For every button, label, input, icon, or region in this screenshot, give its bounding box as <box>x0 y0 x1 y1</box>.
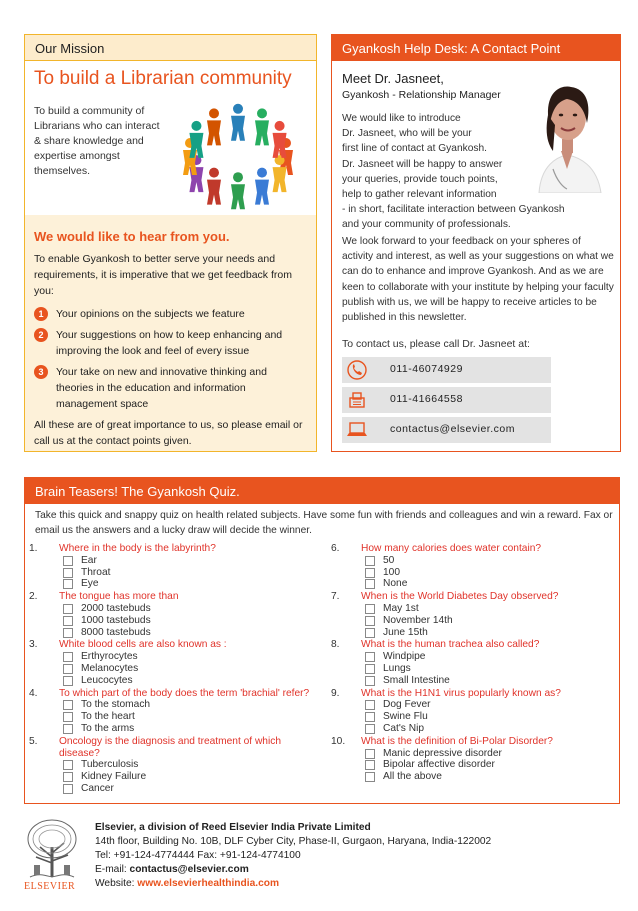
quiz-question-text <box>331 736 621 748</box>
quiz-option-label: Small Intestine <box>383 674 450 686</box>
quiz-question-text <box>331 591 621 603</box>
quiz-option-checkbox[interactable] <box>63 568 73 578</box>
quiz-question-number: 4. <box>29 687 38 699</box>
quiz-question-number: 6. <box>331 543 340 554</box>
footer <box>24 815 620 895</box>
quiz-option-checkbox[interactable] <box>365 568 375 578</box>
email-label: E-mail: <box>95 864 130 875</box>
quiz-option[interactable] <box>331 711 621 723</box>
quiz-question <box>29 543 319 590</box>
feedback-title: We would like to hear from you. <box>34 229 230 244</box>
quiz-option-checkbox[interactable] <box>63 784 73 794</box>
feedback-item-text: Your suggestions on how to keep enhancing and improving the look and feel of every issue <box>56 329 283 357</box>
figure-head <box>233 104 243 114</box>
number-bullet-icon: 3 <box>34 365 48 379</box>
feedback-item <box>34 364 307 412</box>
quiz-option[interactable] <box>331 578 621 590</box>
figure-head <box>209 168 219 178</box>
mission-header: Our Mission <box>25 35 316 61</box>
help-desk-header: Gyankosh Help Desk: A Contact Point <box>332 35 620 61</box>
quiz-option-label: Dog Fever <box>383 699 431 711</box>
help-intro-line: Dr. Jasneet, who will be your <box>342 128 472 140</box>
quiz-question-text <box>29 688 319 700</box>
quiz-option-checkbox[interactable] <box>63 712 73 722</box>
quiz-option-label: To the arms <box>81 722 135 734</box>
quiz-option-label: 100 <box>383 566 400 578</box>
quiz-question-text <box>29 543 319 555</box>
mission-description: To build a community of Librarians who can interact & share knowledge and expertise amongst themselves. <box>34 105 160 177</box>
quiz-option-label: Melanocytes <box>81 662 139 674</box>
figure-body <box>273 167 287 192</box>
quiz-option-label: Windpipe <box>383 651 426 663</box>
elsevier-tree-logo <box>24 817 80 879</box>
quiz-option-checkbox[interactable] <box>63 760 73 770</box>
help-intro-line: first line of contact at Gyankosh. <box>342 143 487 155</box>
quiz-option-label: Tuberculosis <box>81 759 139 771</box>
quiz-question-text <box>331 688 621 700</box>
quiz-option[interactable] <box>331 555 621 567</box>
quiz-option-checkbox[interactable] <box>365 604 375 614</box>
footer-address-block <box>95 821 491 891</box>
company-address: 14th floor, Building No. 10B, DLF Cyber City, Phase-II, Gurgaon, Haryana, India-122002 <box>95 836 492 847</box>
quiz-option[interactable] <box>331 699 621 711</box>
quiz-question-label: White blood cells are also known as : <box>59 639 227 651</box>
quiz-option-label: Manic depressive disorder <box>383 747 502 759</box>
quiz-option-label: None <box>383 578 408 590</box>
quiz-question <box>29 688 319 735</box>
quiz-option-checkbox[interactable] <box>365 556 375 566</box>
quiz-question-label: The tongue has more than <box>59 591 179 603</box>
quiz-option-label: 8000 tastebuds <box>81 626 151 638</box>
website-label: Website: <box>95 878 138 889</box>
call-prefix: To contact us, please call <box>342 338 463 350</box>
call-instruction <box>342 338 530 350</box>
figure-body <box>255 120 269 145</box>
quiz-question <box>331 639 621 686</box>
quiz-option-checkbox[interactable] <box>63 772 73 782</box>
quiz-question-label: What is the H1N1 virus popularly known as? <box>361 687 561 699</box>
quiz-question <box>331 543 621 590</box>
figure-body <box>231 116 245 141</box>
figure-body <box>255 180 269 205</box>
quiz-option[interactable] <box>29 567 319 579</box>
feedback-item <box>34 327 307 359</box>
quiz-option[interactable] <box>331 748 621 760</box>
call-name: Dr. Jasneet <box>462 338 516 350</box>
fax-number[interactable]: 011-41664558 <box>390 393 463 405</box>
company-website-link[interactable]: www.elsevierhealthindia.com <box>137 878 280 889</box>
quiz-option-checkbox[interactable] <box>365 652 375 662</box>
quiz-option-label: Leucocytes <box>81 674 133 686</box>
contact-fax-row[interactable] <box>342 387 551 413</box>
quiz-option-label: Cancer <box>81 782 114 794</box>
quiz-question <box>331 591 621 638</box>
feedback-outro: All these are of great importance to us, so please email or call us at the contact points given. <box>34 419 303 447</box>
figure-head <box>257 108 267 118</box>
quiz-panel <box>24 477 620 804</box>
quiz-question-label: How many calories does water contain? <box>361 543 542 554</box>
quiz-question-number: 8. <box>331 639 340 651</box>
quiz-option-checkbox[interactable] <box>63 616 73 626</box>
mission-top <box>25 35 316 215</box>
quiz-question-label: What is the definition of Bi-Polar Disorder? <box>361 735 553 747</box>
quiz-option-checkbox[interactable] <box>63 676 73 686</box>
number-bullet-icon: 1 <box>34 307 48 321</box>
quiz-option-label: 1000 tastebuds <box>81 614 151 626</box>
figure-body <box>189 133 203 158</box>
company-name: Elsevier, a division of Reed Elsevier India Private Limited <box>95 822 371 833</box>
quiz-question-label: Oncology is the diagnosis and treatment of which disease? <box>59 735 281 759</box>
quiz-option-checkbox[interactable] <box>365 712 375 722</box>
help-desk-panel <box>331 34 621 452</box>
quiz-question-label: When is the World Diabetes Day observed? <box>361 591 559 603</box>
quiz-question-number: 10. <box>331 735 346 747</box>
quiz-question-number: 2. <box>29 591 38 603</box>
quiz-option[interactable] <box>29 675 319 687</box>
quiz-option-checkbox[interactable] <box>365 628 375 638</box>
quiz-option-checkbox[interactable] <box>63 652 73 662</box>
quiz-question-number: 7. <box>331 591 340 603</box>
quiz-option-checkbox[interactable] <box>63 628 73 638</box>
quiz-option-label: 50 <box>383 554 395 566</box>
quiz-option-checkbox[interactable] <box>365 760 375 770</box>
figure-head <box>191 121 201 131</box>
quiz-option-label: Throat <box>81 566 111 578</box>
quiz-option[interactable] <box>29 603 319 615</box>
quiz-question-text <box>29 591 319 603</box>
quiz-option[interactable] <box>29 578 319 590</box>
feedback-list <box>34 306 307 412</box>
quiz-option[interactable] <box>331 603 621 615</box>
quiz-column-left <box>29 543 319 796</box>
help-intro-line: and your community of professionals. <box>342 219 511 231</box>
quiz-question-number: 3. <box>29 639 38 651</box>
quiz-option-label: All the above <box>383 771 442 783</box>
quiz-intro: Take this quick and snappy quiz on health related subjects. Have some fun with friends and colleagues and win a reward. Fax or email us the answers and a lucky draw will decide the winner. <box>35 510 613 536</box>
figure-body <box>207 120 221 145</box>
quiz-question-label: To which part of the body does the term 'brachial' refer? <box>59 687 310 699</box>
help-intro-line: Dr. Jasneet will be happy to answer <box>342 158 503 170</box>
quiz-question-number: 9. <box>331 687 340 699</box>
help-intro <box>342 111 614 233</box>
quiz-question-text <box>331 639 621 651</box>
quiz-option-checkbox[interactable] <box>63 556 73 566</box>
quiz-option-label: Eye <box>81 578 99 590</box>
laptop-icon <box>342 417 372 443</box>
quiz-option-label: Ear <box>81 554 97 566</box>
help-intro-line: We would like to introduce <box>342 113 461 124</box>
elsevier-logo-text: ELSEVIER <box>24 881 76 892</box>
quiz-option-label: Erthyrocytes <box>81 651 138 663</box>
quiz-option[interactable] <box>331 651 621 663</box>
quiz-question-label: Where in the body is the labyrinth? <box>59 543 216 554</box>
quiz-question-text <box>29 639 319 651</box>
contact-email[interactable]: contactus@elsevier.com <box>390 423 515 435</box>
quiz-option[interactable] <box>29 663 319 675</box>
quiz-question-text <box>331 543 621 555</box>
quiz-option[interactable] <box>331 615 621 627</box>
quiz-option-checkbox[interactable] <box>365 724 375 734</box>
quiz-option[interactable] <box>331 723 621 735</box>
quiz-question <box>29 736 319 795</box>
quiz-question <box>331 736 621 783</box>
quiz-option-checkbox[interactable] <box>365 749 375 759</box>
quiz-option-checkbox[interactable] <box>365 772 375 782</box>
quiz-option[interactable] <box>331 663 621 675</box>
figure-body <box>273 133 287 158</box>
help-intro-line: - in short, facilitate interaction between Gyankosh <box>342 204 565 216</box>
quiz-question <box>29 591 319 638</box>
quiz-column-right <box>331 543 621 784</box>
feedback-intro: To enable Gyankosh to better serve your needs and requirements, it is imperative that we get feedback from you: <box>34 253 292 297</box>
quiz-header: Brain Teasers! The Gyankosh Quiz. <box>25 478 619 504</box>
quiz-option[interactable] <box>331 675 621 687</box>
quiz-option[interactable] <box>331 627 621 639</box>
feedback-section <box>25 215 316 451</box>
quiz-option[interactable] <box>29 615 319 627</box>
contact-email-row[interactable] <box>342 417 551 443</box>
quiz-option-label: Bipolar affective disorder <box>383 759 495 771</box>
quiz-option-checkbox[interactable] <box>365 676 375 686</box>
company-email-line <box>95 863 491 877</box>
quiz-option-label: To the heart <box>81 711 135 723</box>
call-suffix: at: <box>515 338 530 350</box>
quiz-option-checkbox[interactable] <box>365 700 375 710</box>
quiz-question-number: 1. <box>29 543 38 554</box>
quiz-option[interactable] <box>331 759 621 771</box>
contact-phone-row[interactable] <box>342 357 551 383</box>
figure-body <box>207 180 221 205</box>
quiz-option-label: November 14th <box>383 614 453 626</box>
quiz-option-checkbox[interactable] <box>63 724 73 734</box>
figure-head <box>233 172 243 182</box>
figure-head <box>275 121 285 131</box>
quiz-option[interactable] <box>29 711 319 723</box>
feedback-item-text: Your take on new and innovative thinking and theories in the education and information management space <box>56 366 267 410</box>
figure-head <box>209 108 219 118</box>
quiz-question-number: 5. <box>29 735 38 747</box>
contact-person-name: Meet Dr. Jasneet, <box>342 71 444 86</box>
quiz-question-label: What is the human trachea also called? <box>361 639 540 651</box>
quiz-option[interactable] <box>29 783 319 795</box>
company-website-line <box>95 877 491 891</box>
quiz-option-label: Kidney Failure <box>81 771 147 783</box>
quiz-question <box>331 688 621 735</box>
quiz-option-checkbox[interactable] <box>365 664 375 674</box>
fax-icon <box>342 387 372 413</box>
help-intro-line: your queries, provide touch points, <box>342 173 498 185</box>
quiz-option[interactable] <box>29 723 319 735</box>
company-email[interactable]: contactus@elsevier.com <box>129 864 249 875</box>
contact-person-role: Gyankosh - Relationship Manager <box>342 89 501 101</box>
quiz-option-label: June 15th <box>383 626 428 638</box>
quiz-option[interactable] <box>331 567 621 579</box>
phone-icon <box>342 357 372 383</box>
quiz-question <box>29 639 319 686</box>
quiz-option-checkbox[interactable] <box>365 616 375 626</box>
quiz-option-checkbox[interactable] <box>63 700 73 710</box>
quiz-option[interactable] <box>29 651 319 663</box>
company-phone-fax: Tel: +91-124-4774444 Fax: +91-124-4774100 <box>95 850 301 861</box>
number-bullet-icon: 2 <box>34 328 48 342</box>
quiz-option[interactable] <box>29 771 319 783</box>
help-feedback-text: We look forward to your feedback on your spheres of activity and interest, as well as your suggestions on what we can do to enhance and improve Gyankosh. And as we are keen to collaborate with your institute by helping your faculty publish with us, we will be happy to receive articles to be published in this newsletter. <box>342 236 614 324</box>
quiz-option-label: May 1st <box>383 602 419 614</box>
feedback-item-text: Your opinions on the subjects we feature <box>56 308 245 320</box>
quiz-option-label: Swine Flu <box>383 711 428 723</box>
feedback-item <box>34 306 307 322</box>
mission-title: To build a Librarian community <box>34 68 292 89</box>
quiz-option-label: Lungs <box>383 662 411 674</box>
quiz-option[interactable] <box>331 771 621 783</box>
people-circle-illustration <box>164 97 312 213</box>
quiz-option-label: Cat's Nip <box>383 722 425 734</box>
quiz-option[interactable] <box>29 759 319 771</box>
quiz-option[interactable] <box>29 699 319 711</box>
phone-number[interactable]: 011-46074929 <box>390 363 463 375</box>
quiz-option-label: To the stomach <box>81 699 151 711</box>
quiz-option-checkbox[interactable] <box>63 579 73 589</box>
quiz-option-checkbox[interactable] <box>63 604 73 614</box>
quiz-question-text <box>29 736 319 760</box>
quiz-option-checkbox[interactable] <box>365 579 375 589</box>
mission-panel <box>24 34 317 452</box>
quiz-option-checkbox[interactable] <box>63 664 73 674</box>
figure-head <box>257 168 267 178</box>
quiz-option[interactable] <box>29 627 319 639</box>
help-intro-line: help to gather relevant information <box>342 189 497 201</box>
figure-body <box>231 184 245 209</box>
quiz-option[interactable] <box>29 555 319 567</box>
quiz-option-label: 2000 tastebuds <box>81 602 151 614</box>
